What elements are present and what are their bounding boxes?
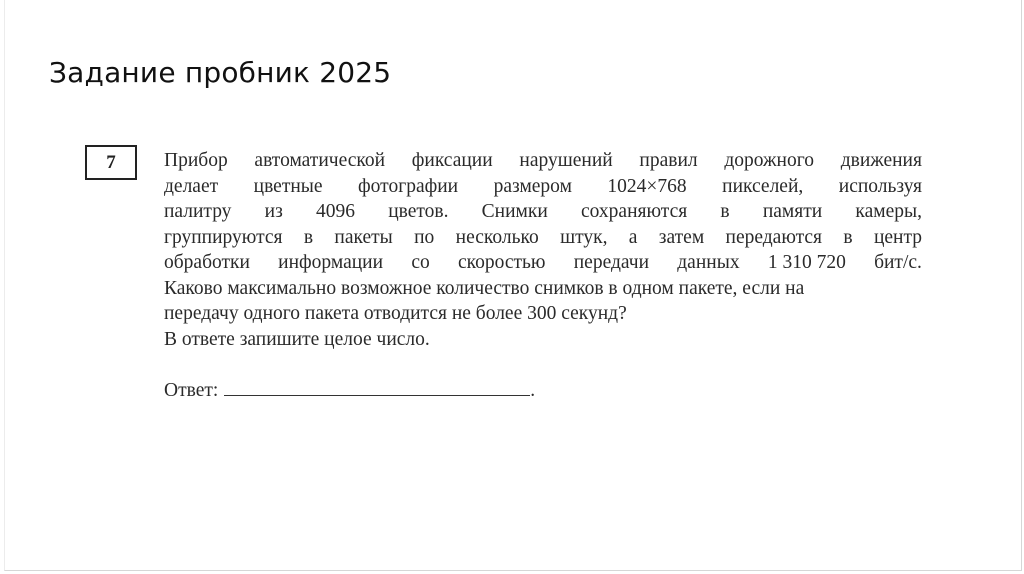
task-line-4 [164,225,922,251]
word: размером [493,175,572,197]
word: затем [658,226,705,248]
word: цветов. [388,201,449,222]
task-instruction: В ответе запишите целое число. [164,328,430,350]
word: пакеты [334,226,393,248]
word: по [414,226,435,248]
word: используя [838,175,922,197]
word: палитру [164,201,232,222]
task-number: 7 [106,151,116,173]
word: передачи [573,252,650,273]
word: пикселей, [722,175,804,197]
answer-label: Ответ: [164,380,219,401]
task-line-7: передачу одного пакета отводится не более 300 секунд? [164,303,627,324]
word: движения [840,150,922,171]
word: сохраняются [581,201,688,222]
word: в [303,226,314,248]
word: а [628,226,638,248]
word: 1 310 720 [767,252,846,273]
slide-title: Задание пробник 2025 [49,56,392,89]
word: несколько [455,226,539,248]
word: в [843,226,853,248]
word: центр [873,226,922,248]
word: со [411,252,430,273]
answer-end-period: . [530,380,536,401]
word: скоростью [457,252,546,273]
word: данных [677,252,740,273]
word: памяти [762,201,823,222]
word: 4096 [315,201,355,222]
word: бит/с. [874,252,922,273]
word: в [720,201,730,222]
word: информации [278,252,384,273]
task-line-2 [164,174,922,200]
task-line-1 [164,148,922,174]
word: делает [164,175,219,197]
task-line-5 [164,250,922,276]
answer-blank-line [224,375,530,396]
task-line-3 [164,199,922,225]
word: обработки [164,252,250,273]
word: правил [639,150,698,171]
word: автоматической [254,150,386,171]
word: из [264,201,283,222]
word: фотографии [358,175,459,197]
word: Снимки [481,201,548,222]
word: нарушений [519,150,613,171]
word: 1024×768 [607,175,687,197]
word: группируются [164,226,283,248]
slide [4,0,1022,571]
task-number-box [85,145,137,180]
word: камеры, [855,201,922,222]
task-text [164,148,922,352]
word: фиксации [411,150,493,171]
word: Прибор [164,150,228,171]
answer-row [164,375,535,402]
word: цветные [253,175,323,197]
word: передаются [725,226,823,248]
word: дорожного [724,150,814,171]
task-line-6: Каково максимально возможное количество снимков в одном пакете, если на [164,277,805,299]
word: штук, [560,226,608,248]
